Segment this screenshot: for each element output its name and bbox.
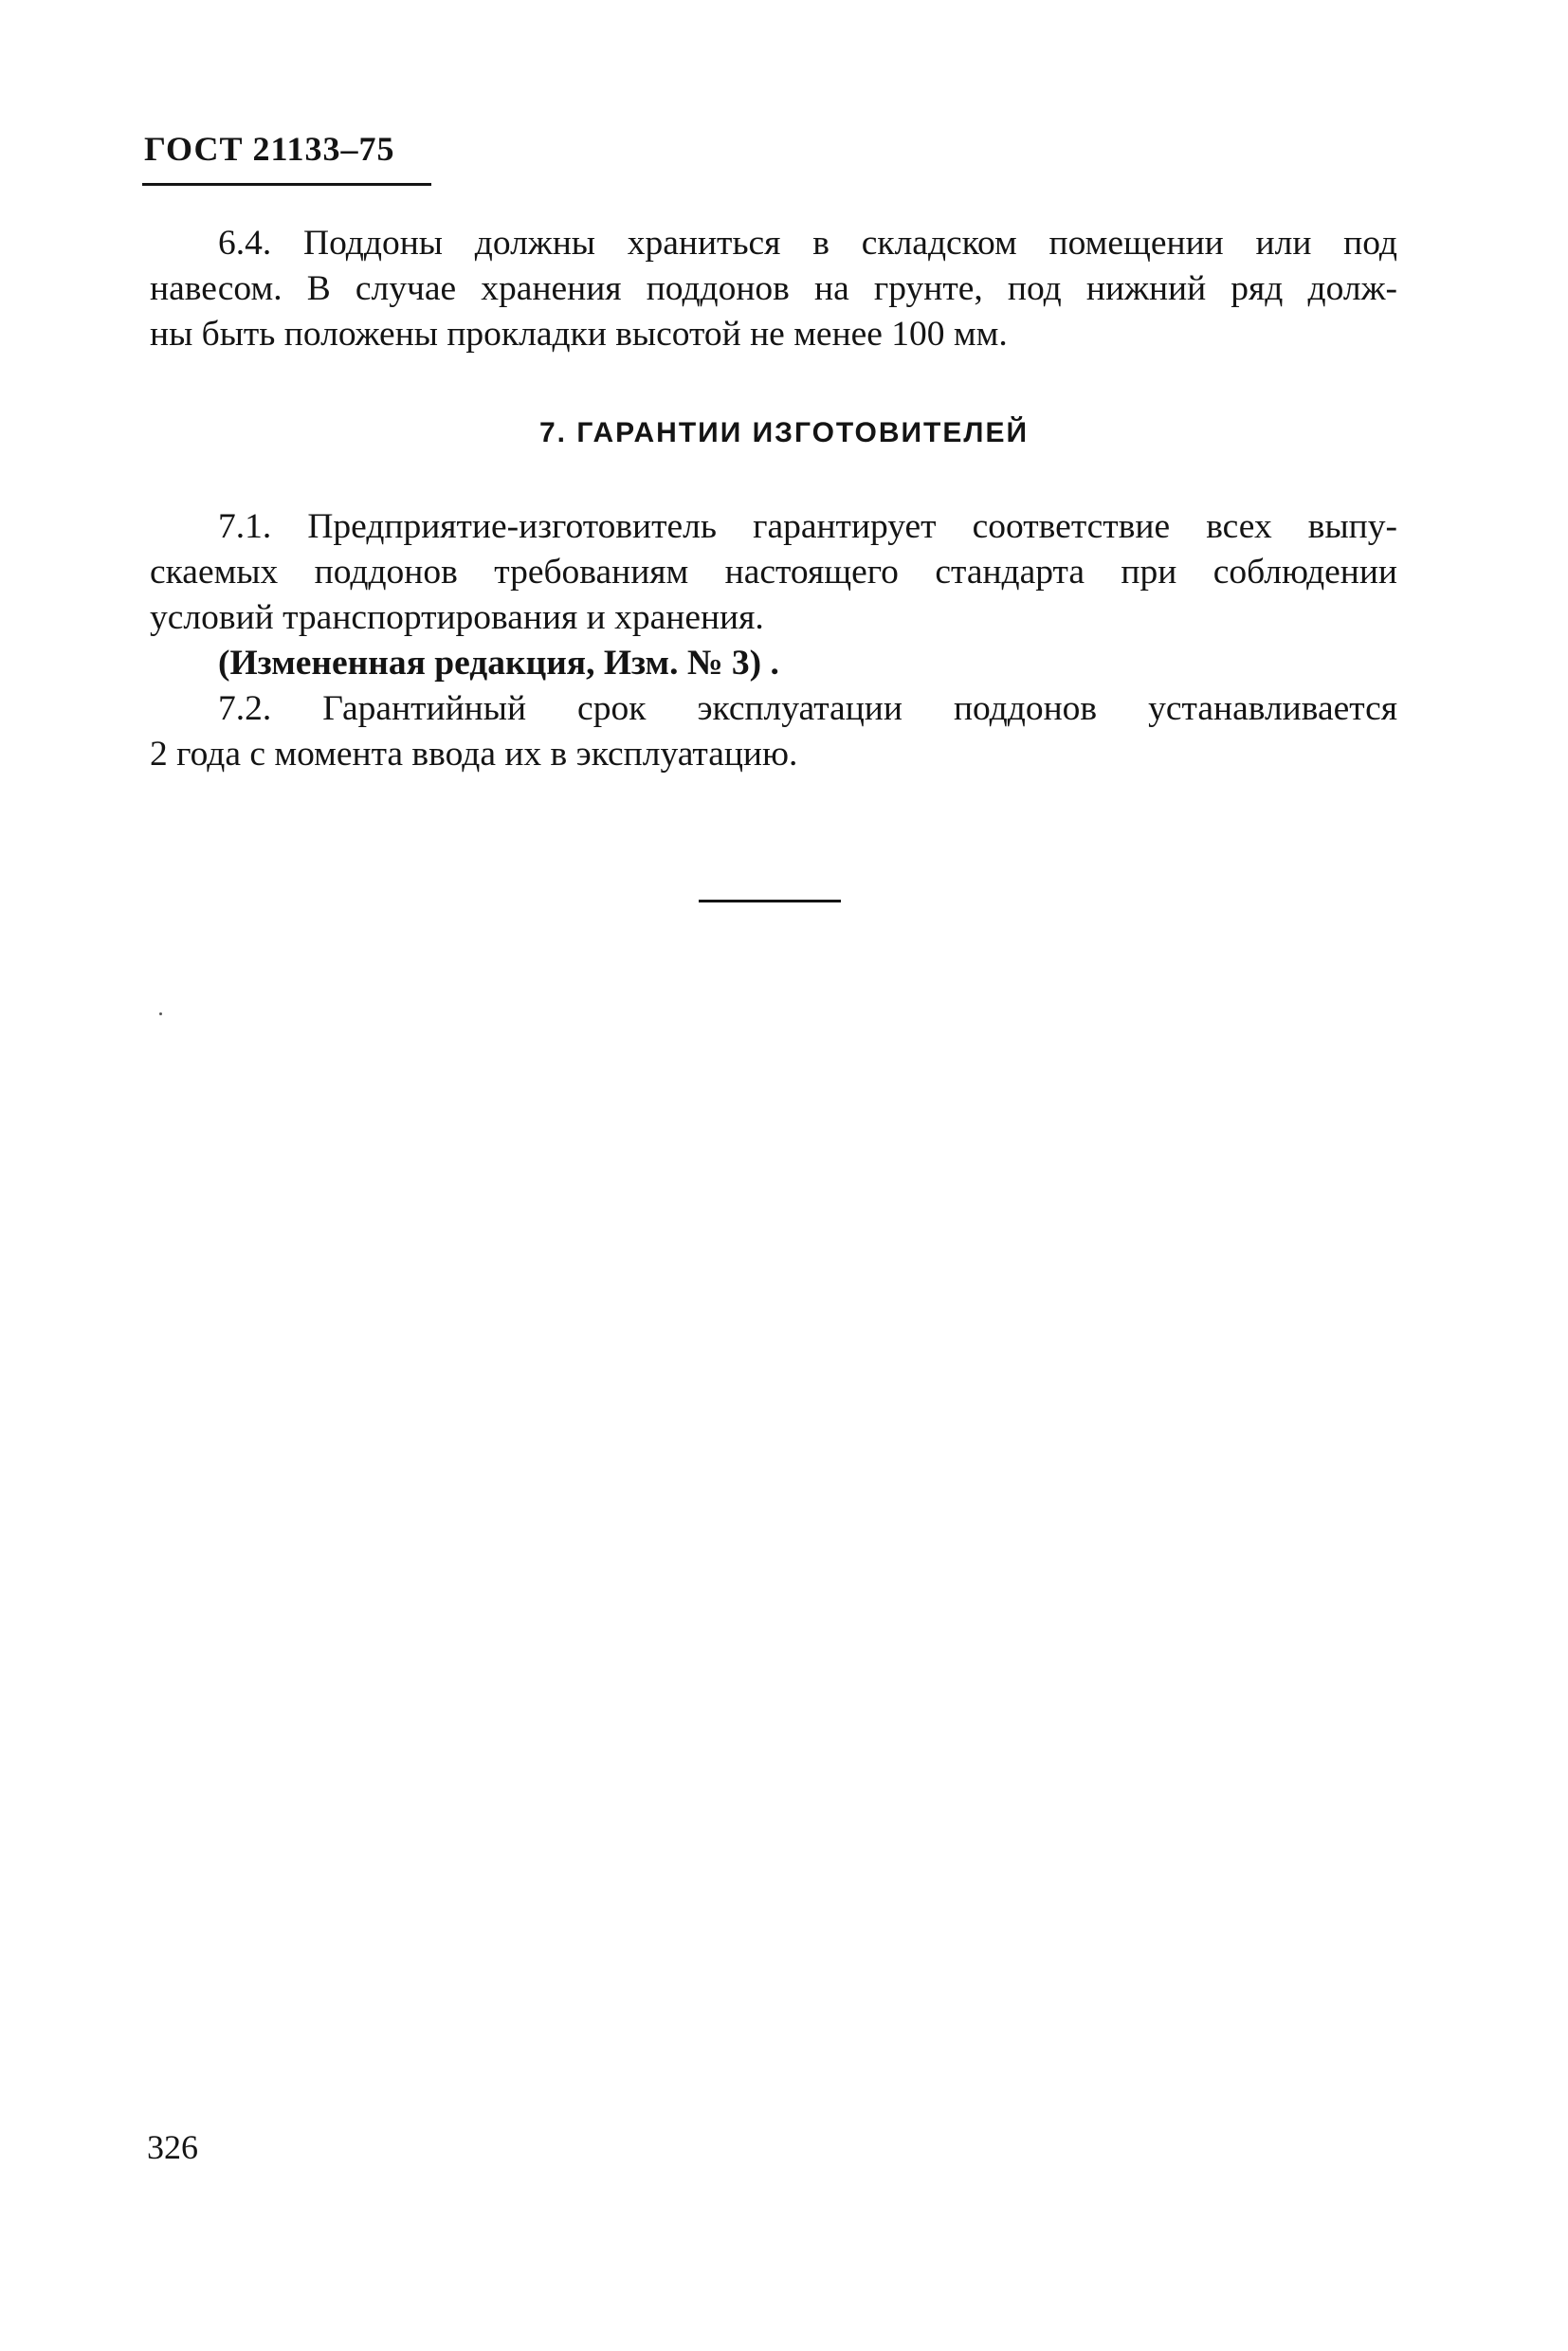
paragraph-line: навесом. В случае хранения поддонов на грунте, под нижний ряд долж- bbox=[150, 269, 1397, 308]
amendment-note: (Измененная редакция, Изм. № 3) . bbox=[218, 644, 779, 683]
paragraph-line: скаемых поддонов требованиям настоящего стандарта при соблюдении bbox=[150, 553, 1397, 592]
section-7-heading: 7. ГАРАНТИИ ИЗГОТОВИТЕЛЕЙ bbox=[538, 417, 1030, 448]
paragraph-line: условий транспортирования и хранения. bbox=[150, 598, 764, 637]
paragraph-line: 6.4. Поддоны должны храниться в складском помещении или под bbox=[218, 224, 1397, 263]
paragraph-7-2-line: 2 года с момента ввода их в эксплуатацию. bbox=[150, 735, 798, 774]
paragraph-7-1 bbox=[150, 504, 1397, 777]
document-code-header: ГОСТ 21133–75 bbox=[144, 130, 395, 168]
paragraph-line: 7.1. Предприятие-изготовитель гарантирует соответствие всех выпу- bbox=[218, 507, 1397, 546]
end-of-text-rule bbox=[699, 900, 841, 902]
paragraph-line: ны быть положены прокладки высотой не менее 100 мм. bbox=[150, 315, 1008, 354]
paragraph-6-4 bbox=[150, 221, 1397, 357]
page-number: 326 bbox=[147, 2128, 198, 2166]
header-underline bbox=[142, 183, 431, 186]
scan-speck bbox=[159, 1012, 162, 1015]
paragraph-7-2-line: 7.2. Гарантийный срок эксплуатации поддонов устанавливается bbox=[218, 689, 1397, 728]
